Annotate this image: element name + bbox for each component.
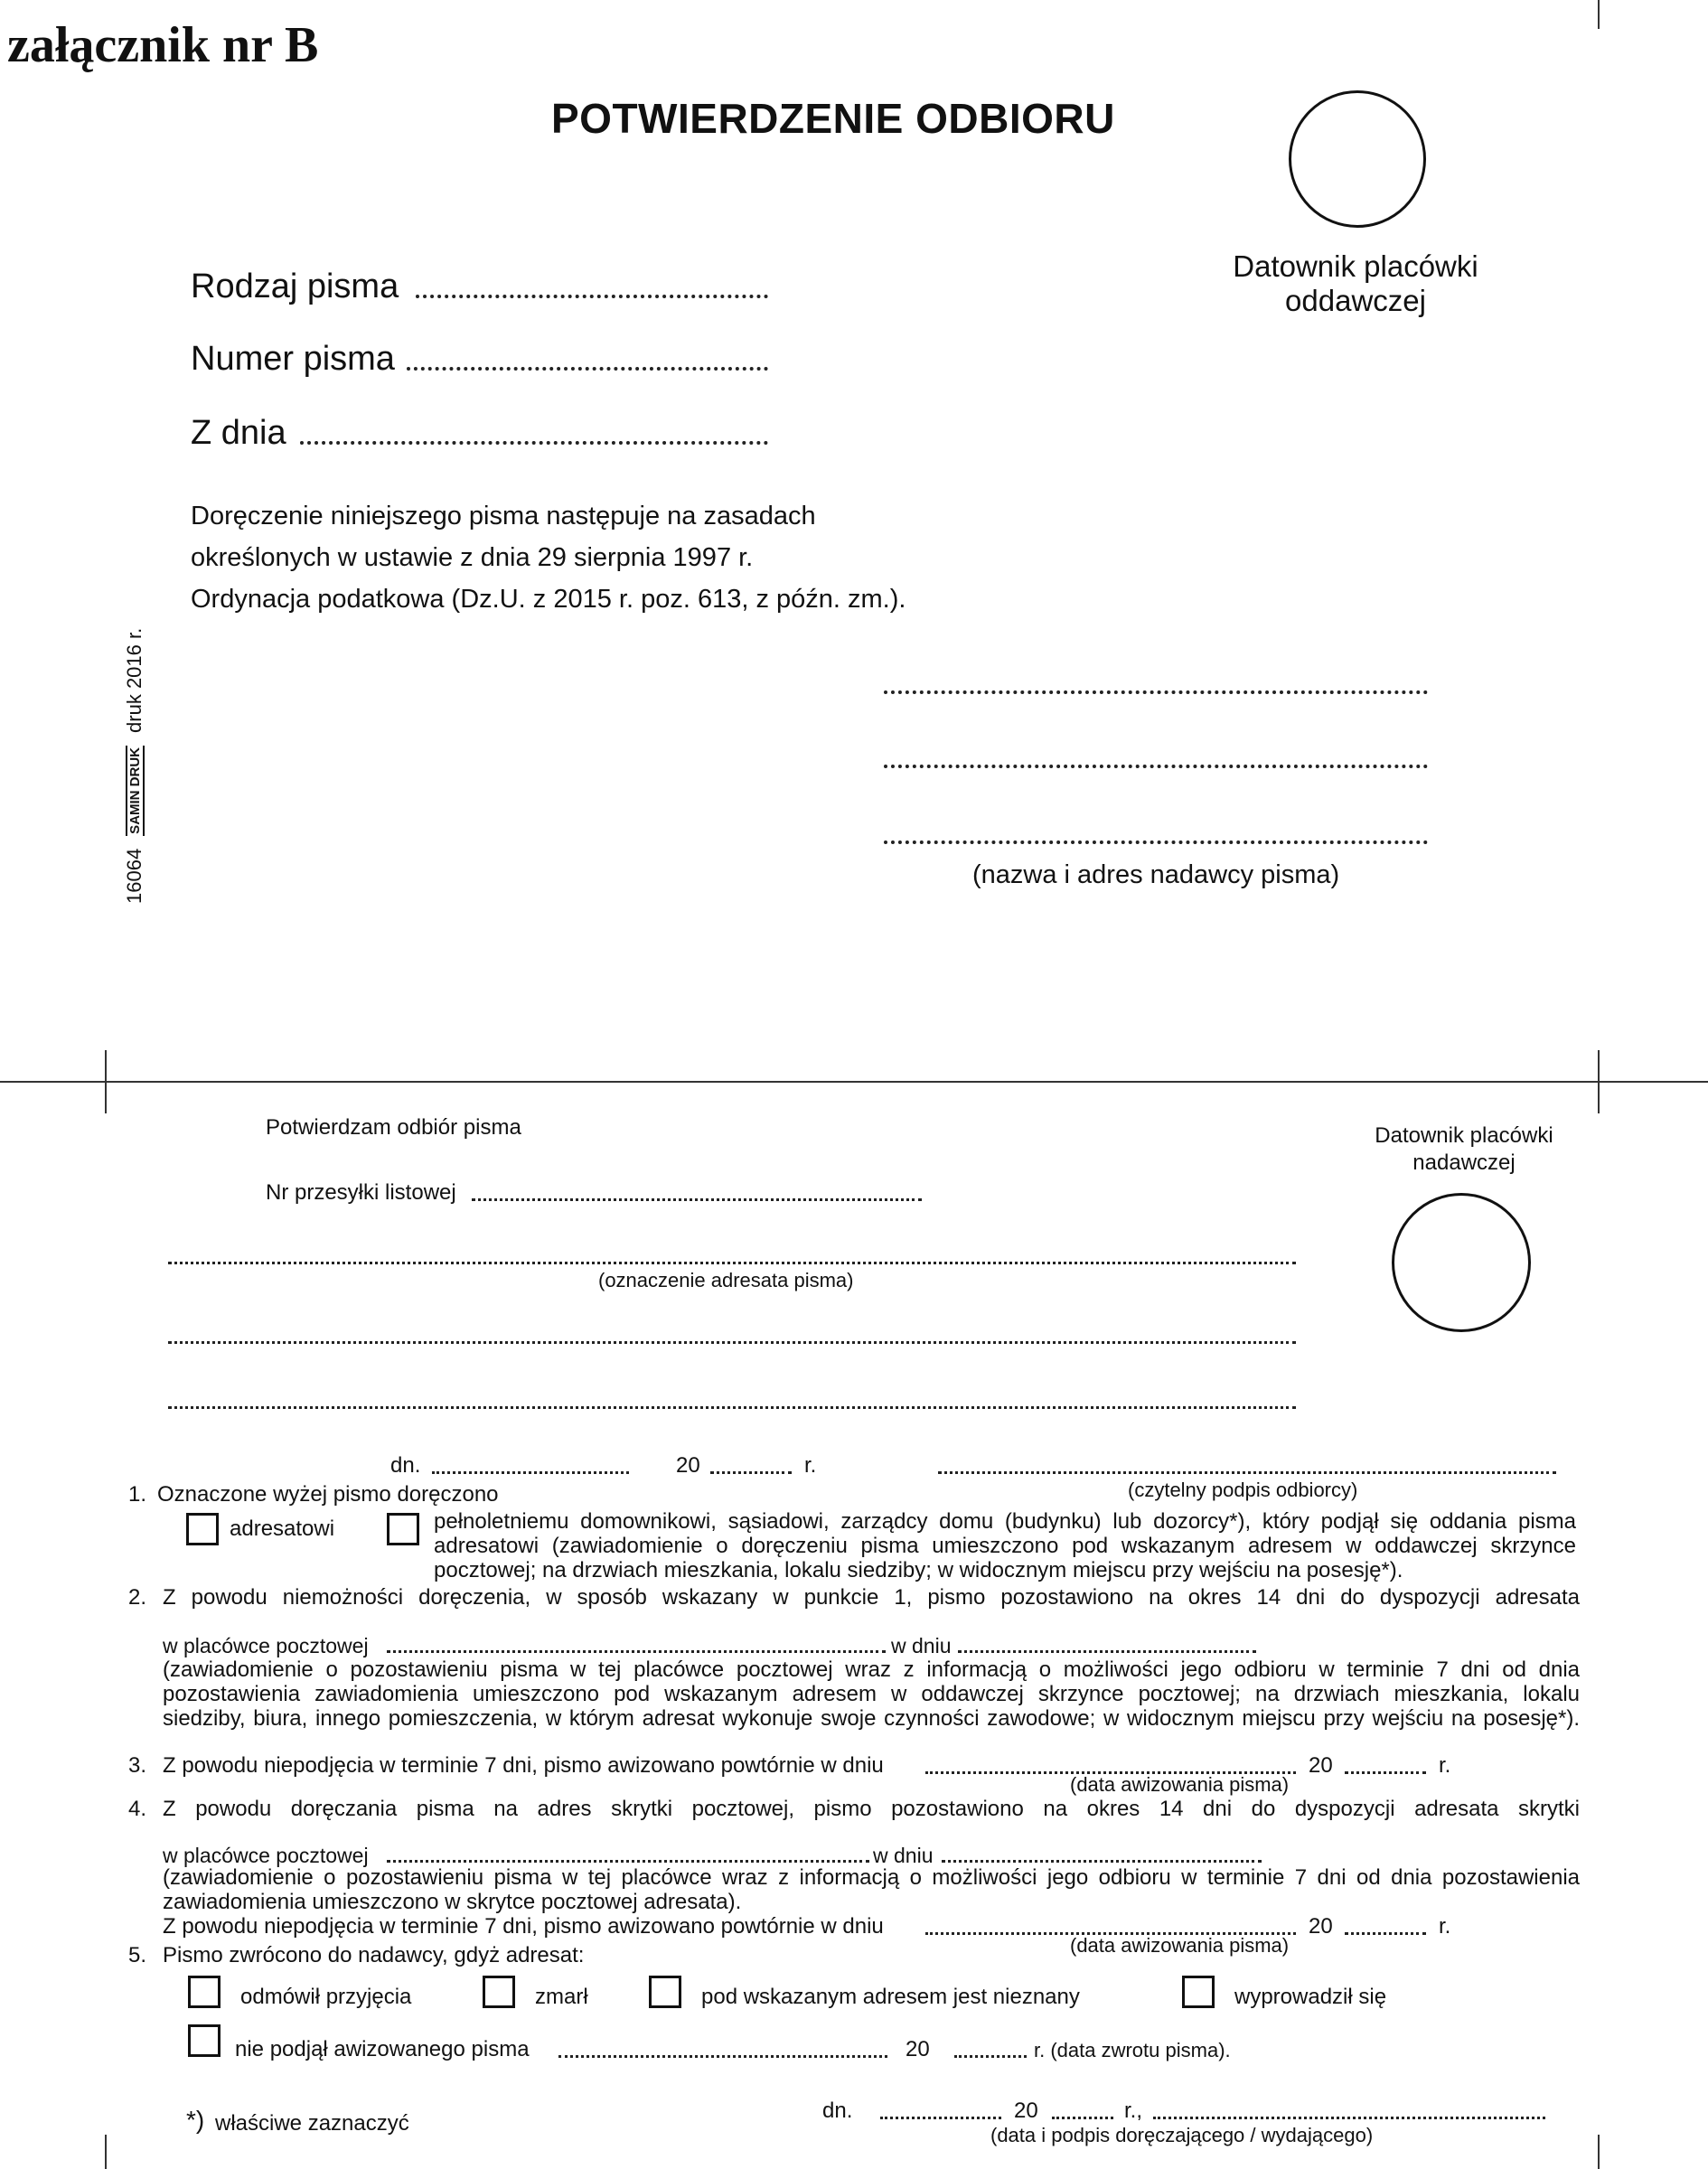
receipt-date-year-field[interactable] (710, 1471, 792, 1474)
return-date-caption: r. (data zwrotu pisma). (1034, 2039, 1231, 2061)
print-info: 16064 SAMIN DRUK druk 2016 r. (123, 627, 145, 904)
addressee-line-2[interactable] (168, 1341, 1296, 1344)
checkbox-adresatowi[interactable] (186, 1513, 219, 1545)
confirm-receipt-text: Potwierdzam odbiór pisma (266, 1115, 521, 1140)
legal-note: Doręczenie niniejszego pisma następuje na zasadach określonych w ustawie z dnia 29 sierpnia 1997 r. Ordynacja podatkowa (Dz.U. z 2015 r. poz. 613, z późn. zm.). (191, 502, 906, 614)
signature-field[interactable] (938, 1471, 1556, 1474)
checkbox-not-collected-label: nie podjął awizowanego pisma (235, 2037, 530, 2061)
item-3-text: Z powodu niepodjęcia w terminie 7 dni, pismo awizowano powtórnie w dniu (163, 1753, 884, 1778)
return-year-field[interactable] (954, 2055, 1027, 2058)
postmark-caption-bottom: Datownik placówki nadawczej (1375, 1123, 1553, 1175)
item-4-post-office-label: w placówce pocztowej (163, 1844, 369, 1867)
document-title: POTWIERDZENIE ODBIORU (551, 95, 1115, 142)
checkbox-moved-label: wyprowadził się (1234, 1985, 1387, 2009)
item-4-year-field[interactable] (1345, 1932, 1426, 1935)
item-3-year-field[interactable] (1345, 1771, 1426, 1774)
delivery-date-dn: dn. (822, 2099, 853, 2123)
receipt-date-field[interactable] (432, 1471, 629, 1474)
deliverer-signature-field[interactable] (1153, 2117, 1545, 2119)
crop-mark (1598, 0, 1600, 29)
footnote-star: *) (186, 2106, 205, 2134)
item-1-number: 1. (128, 1482, 147, 1507)
shipment-number-field[interactable] (472, 1198, 922, 1201)
checkbox-unknown-label: pod wskazanym adresem jest nieznany (701, 1985, 1080, 2009)
item-4-number: 4. (128, 1797, 147, 1821)
checkbox-not-collected[interactable] (188, 2024, 221, 2057)
delivery-date-r: r., (1124, 2099, 1143, 2123)
checkbox-refused[interactable] (188, 1976, 221, 2008)
item-4-details: (zawiadomienie o pozostawieniu pisma w tej placówce wraz z informacją o możliwości jego odbioru w terminie 7 dni od dnia pozostawienia zawiadomienia umieszczono w skrytce pocztowej adresata). (163, 1865, 1580, 1914)
item-4-r: r. (1439, 1914, 1451, 1939)
item-2-number: 2. (128, 1585, 147, 1610)
item-2-details: (zawiadomienie o pozostawieniu pisma w tej placówce pocztowej wraz z informacją o możliwości jego odbioru w terminie 7 dni od dnia pozostawienia zawiadomienia umieszczono pod wskazanym adresem w oddawczej skrzynce pocztowej; na drzwiach mieszkania, lokalu siedziby, biura, innego pomieszczenia, w którym adresat wykonuje swoje czynności zawodowe; w widocznym miejscu przy wejściu na posesję*). (163, 1657, 1580, 1731)
checkbox-deceased-label: zmarł (535, 1985, 588, 2009)
item-1-text: Oznaczone wyżej pismo doręczono (157, 1482, 499, 1507)
letter-type-field[interactable] (416, 295, 768, 298)
receipt-date-r: r. (804, 1453, 817, 1478)
footnote-text: właściwe zaznaczyć (215, 2111, 409, 2136)
delivery-year-field[interactable] (1052, 2117, 1113, 2119)
item-1-details: pełnoletniemu domownikowi, sąsiadowi, zarządcy domu (budynku) lub dozorcy*), który podjął się oddania pisma adresatowi (zawiadomienie o doręczeniu pisma umieszczono pod wskazanym adresem w oddawczej skrzynce pocztowej; na drzwiach mieszkania, lokalu siedziby; w widocznym miejscu przy wejściu na posesję*). (434, 1509, 1576, 1582)
item-2-date-field[interactable] (958, 1650, 1256, 1653)
checkbox-deceased[interactable] (483, 1976, 515, 2008)
letter-number-label: Numer pisma (191, 340, 395, 378)
letter-date-field[interactable] (300, 441, 768, 445)
item-3-caption: (data awizowania pisma) (1070, 1773, 1290, 1796)
item-4-line1: Z powodu doręczania pisma na adres skrytki pocztowej, pismo pozostawiono na okres 14 dni do dyspozycji adresata skrytki (163, 1797, 1580, 1821)
fold-line (0, 1081, 1708, 1083)
return-date-year: 20 (906, 2037, 930, 2061)
item-2-post-office-label: w placówce pocztowej (163, 1634, 369, 1657)
item-4-date-label: w dniu (873, 1844, 934, 1867)
postmark-caption: Datownik placówki oddawczej (1233, 249, 1478, 317)
item-4-repeat-text: Z powodu niepodjęcia w terminie 7 dni, pismo awizowano powtórnie w dniu (163, 1914, 884, 1939)
addressee-line-1[interactable] (168, 1262, 1296, 1264)
sender-line-2[interactable] (884, 765, 1428, 768)
checkbox-moved[interactable] (1182, 1976, 1215, 2008)
item-3-year: 20 (1309, 1753, 1333, 1778)
crop-mark (105, 2135, 107, 2169)
return-date-field[interactable] (558, 2055, 887, 2058)
item-2-post-office-field[interactable] (387, 1650, 886, 1653)
item-5-number: 5. (128, 1943, 147, 1967)
addressee-caption: (oznaczenie adresata pisma) (598, 1269, 854, 1291)
checkbox-adresatowi-label: adresatowi (230, 1516, 335, 1541)
checkbox-unknown[interactable] (649, 1976, 681, 2008)
annex-label: załącznik nr B (7, 17, 319, 73)
letter-type-label: Rodzaj pisma (191, 268, 399, 305)
checkbox-domownik[interactable] (387, 1513, 419, 1545)
letter-date-label: Z dnia (191, 414, 286, 452)
letter-number-field[interactable] (407, 367, 768, 371)
crop-mark (1598, 2135, 1600, 2169)
printer-logo: SAMIN DRUK (127, 746, 143, 834)
item-4-date-field[interactable] (942, 1860, 1262, 1863)
item-3-number: 3. (128, 1753, 147, 1778)
item-2-date-label: w dniu (891, 1634, 952, 1657)
signature-caption: (czytelny podpis odbiorcy) (1128, 1479, 1358, 1501)
sender-line-1[interactable] (884, 690, 1428, 694)
shipment-number-label: Nr przesyłki listowej (266, 1180, 456, 1205)
item-4-year: 20 (1309, 1914, 1333, 1939)
receipt-date-dn: dn. (390, 1453, 421, 1478)
item-4-post-office-field[interactable] (387, 1860, 869, 1863)
item-5-text: Pismo zwrócono do nadawcy, gdyż adresat: (163, 1943, 585, 1967)
addressee-line-3[interactable] (168, 1406, 1296, 1409)
postmark-circle-bottom (1392, 1193, 1531, 1332)
deliverer-caption: (data i podpis doręczającego / wydającego) (990, 2124, 1374, 2146)
item-3-r: r. (1439, 1753, 1451, 1778)
postmark-circle (1289, 90, 1426, 228)
delivery-date-year: 20 (1014, 2099, 1038, 2123)
receipt-date-year: 20 (676, 1453, 700, 1478)
checkbox-refused-label: odmówił przyjęcia (240, 1985, 412, 2009)
item-4-caption: (data awizowania pisma) (1070, 1934, 1290, 1957)
delivery-date-field[interactable] (880, 2117, 1001, 2119)
item-2-line1: Z powodu niemożności doręczenia, w sposób wskazany w punkcie 1, pismo pozostawiono na okres 14 dni do dyspozycji adresata (163, 1585, 1580, 1610)
sender-line-3[interactable] (884, 840, 1428, 844)
sender-caption: (nazwa i adres nadawcy pisma) (972, 860, 1340, 889)
